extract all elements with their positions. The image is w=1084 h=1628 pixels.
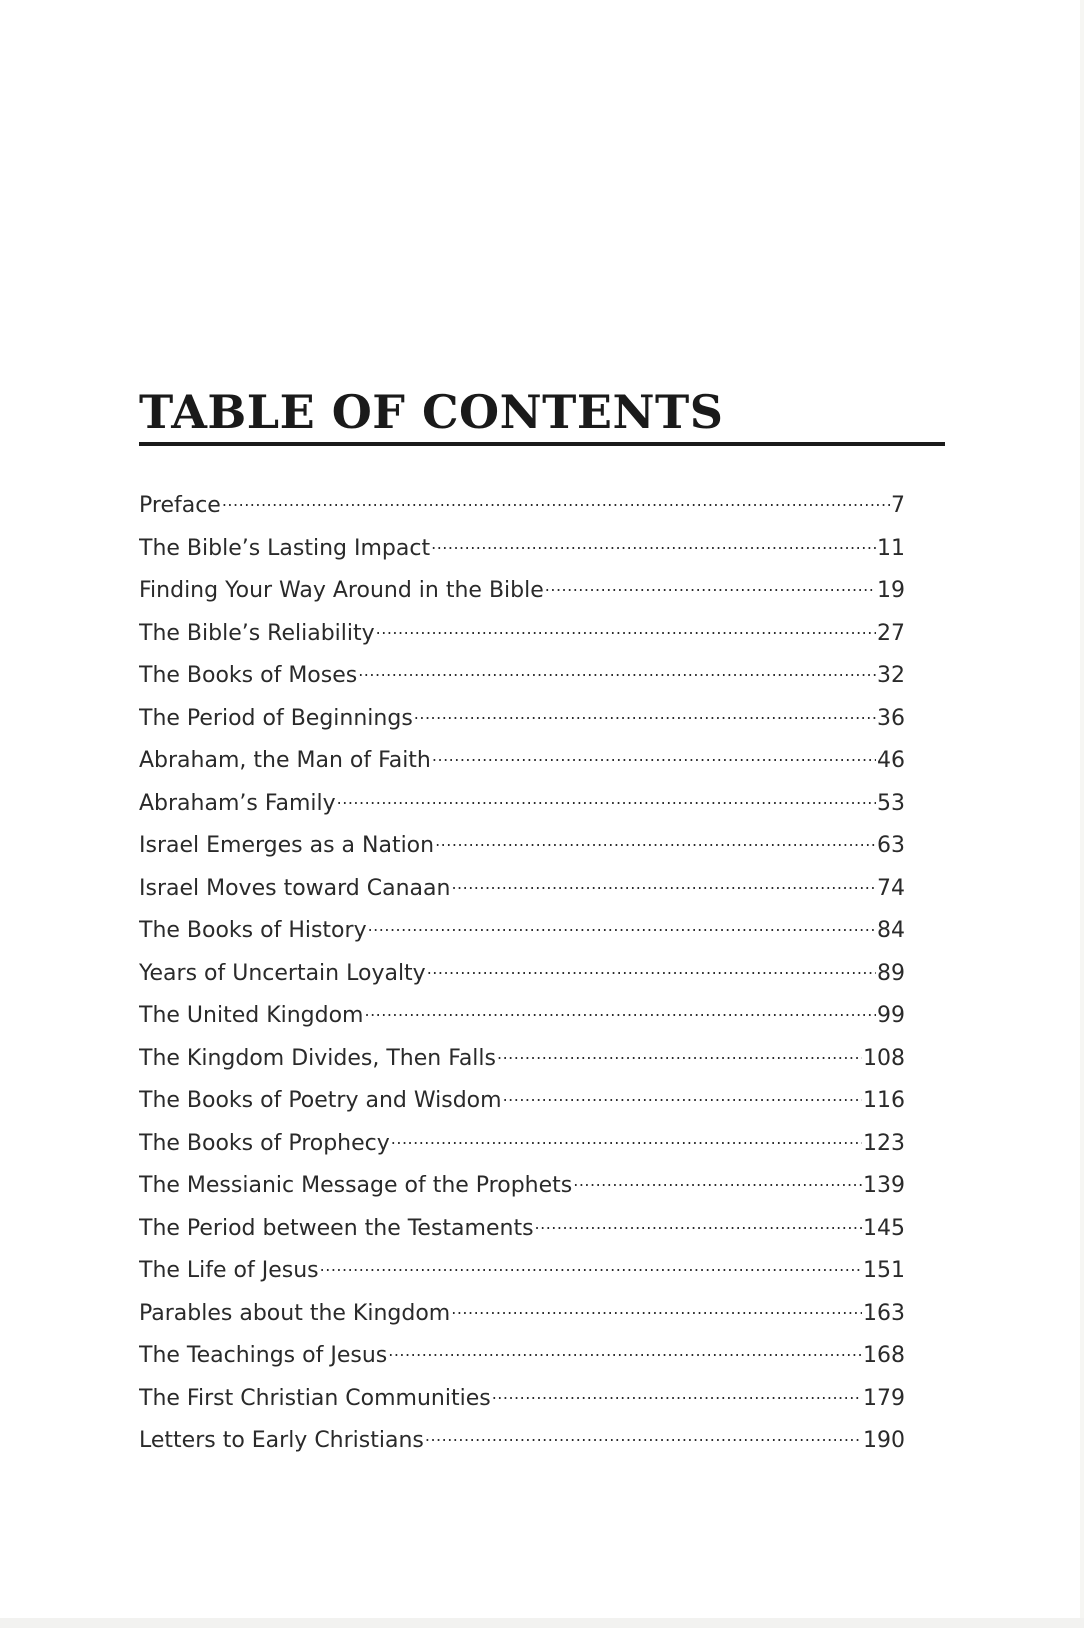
- dot-leader: [365, 1000, 877, 1022]
- toc-entry-title: Years of Uncertain Loyalty: [139, 960, 426, 986]
- toc-page-number: 99: [877, 1003, 905, 1028]
- toc-entry[interactable]: [139, 1298, 905, 1341]
- toc-entry[interactable]: [139, 958, 905, 1001]
- toc-entry-title: The Period of Beginnings: [139, 705, 413, 731]
- toc-page-number: 89: [877, 960, 905, 986]
- toc-entry[interactable]: [139, 873, 905, 916]
- toc-entry-title: The Books of Moses: [139, 663, 358, 688]
- toc-entry-title: The Bible’s Reliability: [139, 620, 375, 646]
- toc-page-number: 27: [877, 620, 905, 646]
- toc-entry-title: Abraham, the Man of Faith: [139, 748, 431, 773]
- toc-page-number: 190: [863, 1428, 905, 1453]
- toc-list: [139, 490, 905, 1468]
- dot-leader: [368, 915, 876, 937]
- title-underline: [139, 442, 945, 446]
- dot-leader: [358, 660, 876, 682]
- dot-leader: [545, 575, 876, 597]
- toc-entry-title: The Kingdom Divides, Then Falls: [139, 1045, 496, 1071]
- dot-leader: [573, 1170, 862, 1192]
- toc-page-number: 179: [863, 1385, 905, 1411]
- toc-entry-title: Letters to Early Christians: [139, 1428, 424, 1453]
- toc-page-number: 46: [877, 748, 905, 773]
- toc-entry-title: The United Kingdom: [139, 1003, 364, 1028]
- dot-leader: [414, 703, 876, 725]
- toc-entry[interactable]: [139, 1000, 905, 1043]
- toc-page-number: 123: [863, 1130, 905, 1156]
- toc-page-number: 139: [863, 1173, 905, 1198]
- toc-page-number: 11: [877, 535, 905, 561]
- toc-entry[interactable]: [139, 1128, 905, 1171]
- toc-entry-title: The Books of History: [139, 918, 367, 943]
- toc-entry-title: The Books of Prophecy: [139, 1130, 390, 1156]
- toc-page-number: 36: [877, 705, 905, 731]
- dot-leader: [451, 1298, 862, 1320]
- dot-leader: [431, 533, 876, 555]
- toc-entry[interactable]: [139, 788, 905, 831]
- toc-page-number: 74: [877, 875, 905, 901]
- dot-leader: [222, 490, 890, 512]
- dot-leader: [427, 958, 876, 980]
- dot-leader: [492, 1383, 862, 1405]
- toc-entry[interactable]: [139, 1170, 905, 1213]
- toc-entry[interactable]: [139, 1085, 905, 1128]
- toc-page-number: 63: [877, 833, 905, 858]
- dot-leader: [337, 788, 876, 810]
- toc-entry[interactable]: [139, 575, 905, 618]
- toc-entry-title: Preface: [139, 493, 221, 518]
- toc-entry[interactable]: [139, 1255, 905, 1298]
- toc-entry-title: The Teachings of Jesus: [139, 1343, 388, 1368]
- toc-entry-title: The Books of Poetry and Wisdom: [139, 1088, 502, 1113]
- dot-leader: [376, 618, 876, 640]
- dot-leader: [497, 1043, 862, 1065]
- dot-leader: [388, 1340, 862, 1362]
- toc-entry[interactable]: [139, 1383, 905, 1426]
- toc-entry[interactable]: [139, 618, 905, 661]
- dot-leader: [451, 873, 876, 895]
- toc-entry-title: Parables about the Kingdom: [139, 1300, 451, 1326]
- toc-entry-title: Abraham’s Family: [139, 790, 336, 816]
- dot-leader: [535, 1213, 862, 1235]
- toc-entry[interactable]: [139, 1425, 905, 1468]
- dot-leader: [320, 1255, 862, 1277]
- toc-entry[interactable]: [139, 533, 905, 576]
- toc-entry-title: The Messianic Message of the Prophets: [139, 1173, 573, 1198]
- toc-page-number: 168: [863, 1343, 905, 1368]
- toc-entry[interactable]: [139, 660, 905, 703]
- toc-entry[interactable]: [139, 745, 905, 788]
- toc-page-number: 116: [863, 1088, 905, 1113]
- toc-page-number: 84: [877, 918, 905, 943]
- dot-leader: [425, 1425, 862, 1447]
- toc-entry[interactable]: [139, 1043, 905, 1086]
- toc-page-number: 19: [877, 578, 905, 603]
- toc-entry-title: Israel Emerges as a Nation: [139, 833, 435, 858]
- toc-page-number: 53: [877, 790, 905, 816]
- toc-entry-title: The Bible’s Lasting Impact: [139, 535, 431, 561]
- toc-page-number: 151: [863, 1258, 905, 1283]
- toc-page-number: 32: [877, 663, 905, 688]
- toc-entry[interactable]: [139, 490, 905, 533]
- toc-entry[interactable]: [139, 915, 905, 958]
- toc-entry[interactable]: [139, 1340, 905, 1383]
- toc-entry[interactable]: [139, 703, 905, 746]
- toc-entry-title: The First Christian Communities: [139, 1385, 491, 1411]
- toc-section: [139, 384, 945, 1468]
- page-title: TABLE OF CONTENTS: [139, 385, 724, 439]
- toc-page-number: 7: [891, 493, 905, 518]
- toc-entry[interactable]: [139, 830, 905, 873]
- toc-entry-title: Finding Your Way Around in the Bible: [139, 578, 544, 603]
- dot-leader: [435, 830, 876, 852]
- dot-leader: [503, 1085, 862, 1107]
- toc-page-number: 145: [863, 1215, 905, 1241]
- toc-entry[interactable]: [139, 1213, 905, 1256]
- toc-entry-title: Israel Moves toward Canaan: [139, 875, 451, 901]
- toc-entry-title: The Period between the Testaments: [139, 1215, 534, 1241]
- toc-entry-title: The Life of Jesus: [139, 1258, 319, 1283]
- dot-leader: [432, 745, 876, 767]
- toc-page-number: 163: [863, 1300, 905, 1326]
- dot-leader: [391, 1128, 862, 1150]
- toc-page-number: 108: [863, 1045, 905, 1071]
